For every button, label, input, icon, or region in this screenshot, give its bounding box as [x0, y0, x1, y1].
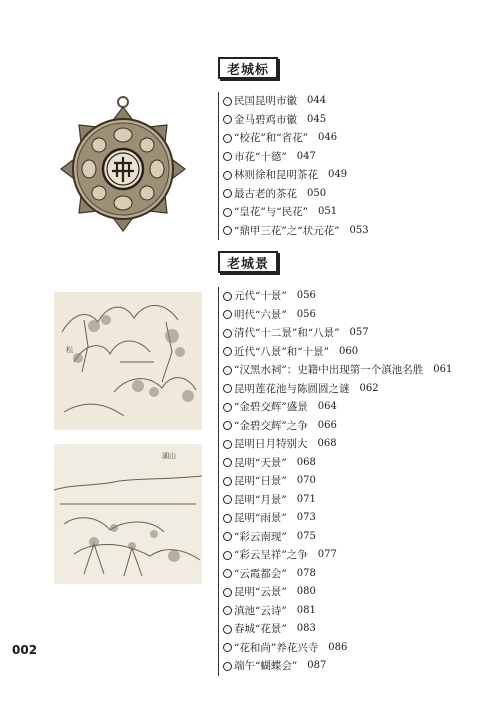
circle-bullet-icon	[223, 625, 232, 634]
circle-bullet-icon	[223, 97, 232, 106]
toc-entry-page: 071	[296, 493, 316, 505]
toc-entry-page: 081	[296, 604, 316, 616]
toc-entry-title: 元代“十景”	[234, 290, 287, 302]
toc-entry[interactable]	[223, 602, 452, 621]
toc-entry[interactable]	[223, 472, 452, 491]
circle-bullet-icon	[223, 569, 232, 578]
section-title-old-city-scenery	[218, 251, 278, 273]
toc-entry-page: 080	[296, 586, 316, 597]
circle-bullet-icon	[223, 366, 232, 375]
toc-entry-title: 昆明“天景”	[234, 456, 287, 469]
circle-bullet-icon	[223, 347, 232, 356]
circle-bullet-icon	[223, 292, 232, 301]
toc-entry-title: “金碧交辉”之争	[234, 419, 308, 432]
toc-entry-page: 064	[317, 401, 337, 412]
circle-bullet-icon	[223, 606, 232, 615]
circle-bullet-icon	[223, 115, 232, 124]
circle-bullet-icon	[223, 514, 232, 523]
toc-entry-title: “皇花”与“民花”	[234, 206, 308, 218]
toc-entry-title: 端午“蝴蝶会”	[234, 660, 298, 672]
toc-entry[interactable]	[223, 92, 369, 111]
section-title-text: 老城景	[226, 256, 269, 272]
toc-entry-page: 083	[296, 623, 316, 634]
toc-entry[interactable]	[223, 129, 369, 148]
toc-entry[interactable]	[223, 343, 452, 362]
toc-entry[interactable]	[223, 509, 452, 528]
toc-entry[interactable]	[223, 398, 452, 417]
toc-entry[interactable]	[223, 657, 452, 676]
toc-entry-page: 086	[328, 641, 348, 653]
toc-entry-page: 077	[317, 549, 337, 560]
circle-bullet-icon	[223, 495, 232, 504]
toc-entry[interactable]	[223, 417, 452, 436]
toc-entry-page: 057	[349, 327, 369, 338]
toc-entry[interactable]	[223, 203, 369, 222]
toc-entry[interactable]	[223, 565, 452, 584]
toc-entry-page: 087	[307, 660, 327, 671]
toc-entry-page: 075	[296, 530, 316, 542]
circle-bullet-icon	[223, 551, 232, 560]
toc-entry-page: 068	[317, 438, 337, 449]
toc-entry-title: 春城“花景”	[234, 623, 287, 635]
toc-entry-title: “校花”和“省花”	[234, 132, 308, 144]
circle-bullet-icon	[223, 477, 232, 486]
toc-entry-title: 明代“六景”	[234, 308, 287, 321]
section-title-text: 老城标	[226, 62, 269, 78]
toc-entry[interactable]	[223, 111, 369, 130]
toc-entry-page: 044	[307, 95, 327, 106]
toc-entry[interactable]	[223, 287, 452, 306]
toc-entry-title: “彩云呈祥”之争	[234, 549, 308, 561]
toc-entry-page: 046	[317, 132, 338, 143]
circle-bullet-icon	[223, 189, 232, 198]
landscape-painting-top	[54, 292, 202, 430]
toc-entry-page: 047	[296, 150, 316, 162]
toc-entry-page: 049	[328, 169, 348, 180]
toc-entry-title: 昆明日月特别大	[234, 438, 308, 450]
toc-entry-page: 053	[349, 224, 369, 236]
toc-entry-page: 045	[307, 113, 327, 125]
circle-bullet-icon	[223, 310, 232, 319]
toc-entry[interactable]	[223, 380, 452, 399]
toc-entry[interactable]	[223, 222, 369, 241]
toc-entry-page: 051	[317, 206, 338, 217]
toc-entry-title: 民国昆明市徽	[234, 95, 297, 107]
circle-bullet-icon	[223, 226, 232, 235]
toc-entry[interactable]	[223, 148, 369, 167]
toc-entry[interactable]	[223, 454, 452, 473]
toc-entry-page: 068	[296, 456, 316, 468]
toc-entry-title: 林则徐和昆明茶花	[234, 169, 318, 181]
toc-list-old-city-scenery	[218, 287, 452, 676]
toc-entry[interactable]	[223, 324, 452, 343]
circle-bullet-icon	[223, 662, 232, 671]
toc-entry[interactable]	[223, 583, 452, 602]
circle-bullet-icon	[223, 329, 232, 338]
circle-bullet-icon	[223, 643, 232, 652]
toc-entry[interactable]	[223, 528, 452, 547]
toc-entry-page: 073	[296, 512, 316, 523]
toc-entry[interactable]	[223, 620, 452, 639]
toc-entry-title: 昆明“日景”	[234, 475, 287, 487]
circle-bullet-icon	[223, 384, 232, 393]
toc-entry-page: 056	[296, 308, 316, 320]
toc-entry[interactable]	[223, 639, 452, 658]
circle-bullet-icon	[223, 440, 232, 449]
toc-entry-page: 062	[359, 382, 379, 394]
toc-list-old-city-emblems	[218, 92, 369, 240]
circle-bullet-icon	[223, 134, 232, 143]
toc-entry-page: 061	[433, 364, 453, 375]
toc-entry-title: 昆明莲花池与陈圆圆之谜	[234, 382, 350, 395]
circle-bullet-icon	[223, 421, 232, 430]
toc-entry[interactable]	[223, 361, 452, 380]
toc-entry-title: “汉黑水祠”：史籍中出现第一个滇池名胜	[234, 364, 424, 376]
toc-entry-page: 070	[296, 475, 316, 486]
circle-bullet-icon	[223, 152, 232, 161]
toc-entry-page: 060	[338, 345, 359, 357]
toc-entry-page: 066	[317, 419, 337, 431]
toc-entry[interactable]	[223, 306, 452, 325]
toc-entry-title: 最古老的茶花	[234, 187, 297, 200]
toc-entry[interactable]	[223, 166, 369, 185]
toc-entry-page: 078	[296, 567, 316, 579]
toc-entry-title: 昆明“雨景”	[234, 512, 287, 524]
toc-entry-title: 金马碧鸡市徽	[234, 113, 297, 126]
toc-entry-title: 清代“十二景”和“八景”	[234, 327, 340, 339]
city-emblem-medal-image	[58, 96, 188, 236]
section-title-old-city-emblems	[218, 57, 278, 79]
toc-entry[interactable]	[223, 546, 452, 565]
circle-bullet-icon	[223, 532, 232, 541]
toc-entry-title: 市花“十德”	[234, 150, 287, 163]
circle-bullet-icon	[223, 588, 232, 597]
toc-entry[interactable]	[223, 435, 452, 454]
toc-entry-title: “鼎甲三花”之“状元花”	[234, 224, 340, 237]
toc-entry-page: 050	[307, 187, 327, 199]
page-number: 002	[12, 643, 38, 657]
svg-text:松: 松	[66, 346, 73, 354]
toc-entry-title: 昆明“月景”	[234, 493, 287, 506]
toc-entry-title: “花和尚”养花兴寺	[234, 641, 319, 654]
circle-bullet-icon	[223, 208, 232, 217]
circle-bullet-icon	[223, 171, 232, 180]
toc-entry-title: “彩云南现”	[234, 530, 287, 543]
toc-entry-title: “金碧交辉”盛景	[234, 401, 308, 413]
toc-entry-title: 昆明“云景”	[234, 586, 287, 598]
svg-text:湖山: 湖山	[162, 452, 176, 460]
circle-bullet-icon	[223, 458, 232, 467]
circle-bullet-icon	[223, 403, 232, 412]
toc-entry-title: 近代“八景”和“十景”	[234, 345, 329, 358]
toc-entry[interactable]	[223, 185, 369, 204]
toc-entry-title: 滇池“云诗”	[234, 604, 287, 617]
landscape-painting-bottom	[54, 444, 202, 584]
toc-entry-page: 056	[296, 290, 316, 301]
toc-entry-title: “云霞都会”	[234, 567, 287, 580]
toc-entry[interactable]	[223, 491, 452, 510]
